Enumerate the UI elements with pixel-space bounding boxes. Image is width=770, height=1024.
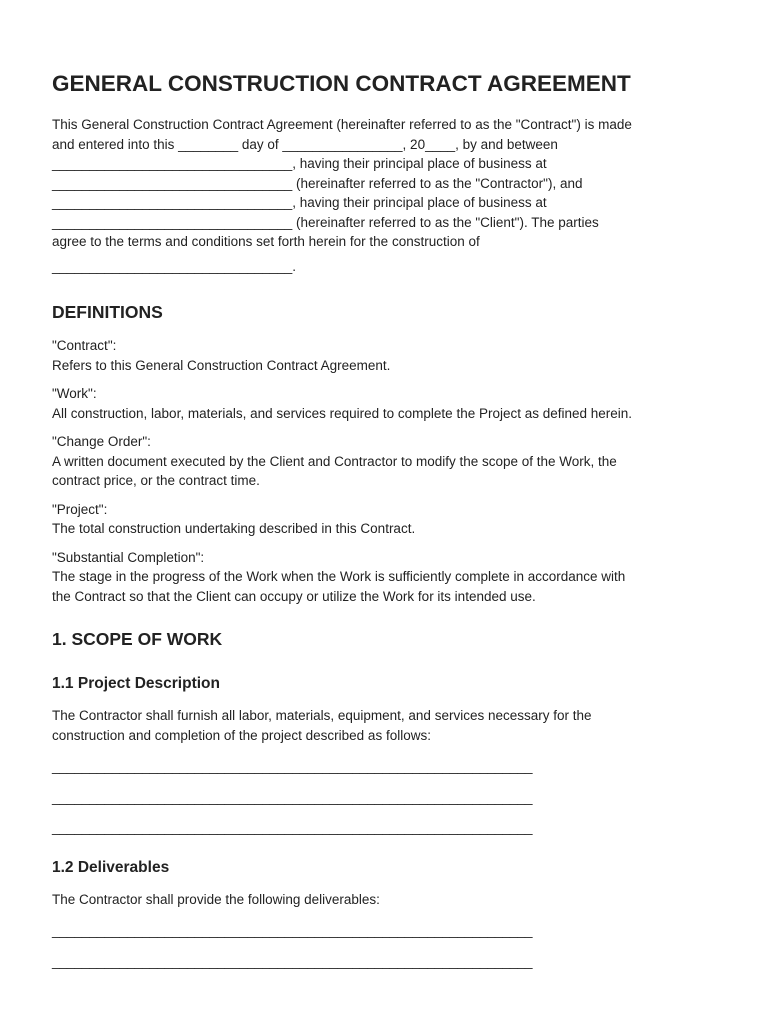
definition-item xyxy=(52,432,730,491)
project-description-text xyxy=(52,706,730,745)
definition-text: Refers to this General Construction Contract Agreement. xyxy=(52,357,391,373)
intro-line: This General Construction Contract Agreement (hereinafter referred to as the "Contract") is made xyxy=(52,117,632,132)
scope-heading: 1. SCOPE OF WORK xyxy=(52,629,223,649)
document-title: GENERAL CONSTRUCTION CONTRACT AGREEMENT xyxy=(52,71,631,96)
definition-text: The total construction undertaking described in this Contract. xyxy=(52,521,416,536)
definition-item xyxy=(52,336,730,375)
intro-line: agree to the terms and conditions set forth herein for the construction of xyxy=(52,234,480,249)
definition-text: contract price, or the contract time. xyxy=(52,473,260,488)
definition-term: "Change Order": xyxy=(52,434,151,449)
blank-line: ________________________________________________________________ xyxy=(52,953,533,969)
definition-term: "Work": xyxy=(52,386,97,401)
deliverables-line: The Contractor shall provide the following deliverables: xyxy=(52,891,380,907)
definition-term: "Substantial Completion": xyxy=(52,549,205,565)
project-description-line: The Contractor shall furnish all labor, materials, equipment, and services necessary for the xyxy=(52,708,592,723)
deliverables-text xyxy=(52,890,730,910)
blank-line: ________________________________________________________________ xyxy=(52,923,533,938)
deliverables-heading: 1.2 Deliverables xyxy=(52,858,170,876)
intro-line: ________________________________ (hereinafter referred to as the "Client"). The parties xyxy=(52,214,599,230)
definition-text: the Contract so that the Client can occupy or utilize the Work for its intended use. xyxy=(52,588,536,604)
project-description-heading: 1.1 Project Description xyxy=(52,675,220,692)
intro-line: ________________________________ (hereinafter referred to as the "Contractor"), and xyxy=(52,175,583,191)
blank-line: ________________________________________________________________ xyxy=(52,820,533,835)
intro-line: ________________________________, having their principal place of business at xyxy=(52,195,547,210)
definition-item xyxy=(52,384,730,423)
definition-term: "Project": xyxy=(52,501,108,517)
project-description-line: construction and completion of the project described as follows: xyxy=(52,727,431,743)
definitions-heading: DEFINITIONS xyxy=(52,302,163,322)
definition-item xyxy=(52,548,730,607)
definition-item xyxy=(52,500,730,539)
intro-paragraph xyxy=(52,115,730,276)
intro-line: ________________________________, having their principal place of business at xyxy=(52,156,547,171)
blank-line: ________________________________________________________________ xyxy=(52,759,533,774)
intro-line: ________________________________. xyxy=(52,258,297,274)
blank-line: ________________________________________________________________ xyxy=(52,789,533,805)
definition-text: All construction, labor, materials, and services required to complete the Project as defined herein. xyxy=(52,405,633,421)
definition-term: "Contract": xyxy=(52,338,117,353)
definition-text: The stage in the progress of the Work when the Work is sufficiently complete in accordance with xyxy=(52,569,626,584)
intro-line: and entered into this ________ day of ________________, 20____, by and between xyxy=(52,136,558,152)
definition-text: A written document executed by the Client and Contractor to modify the scope of the Work, the xyxy=(52,453,617,469)
